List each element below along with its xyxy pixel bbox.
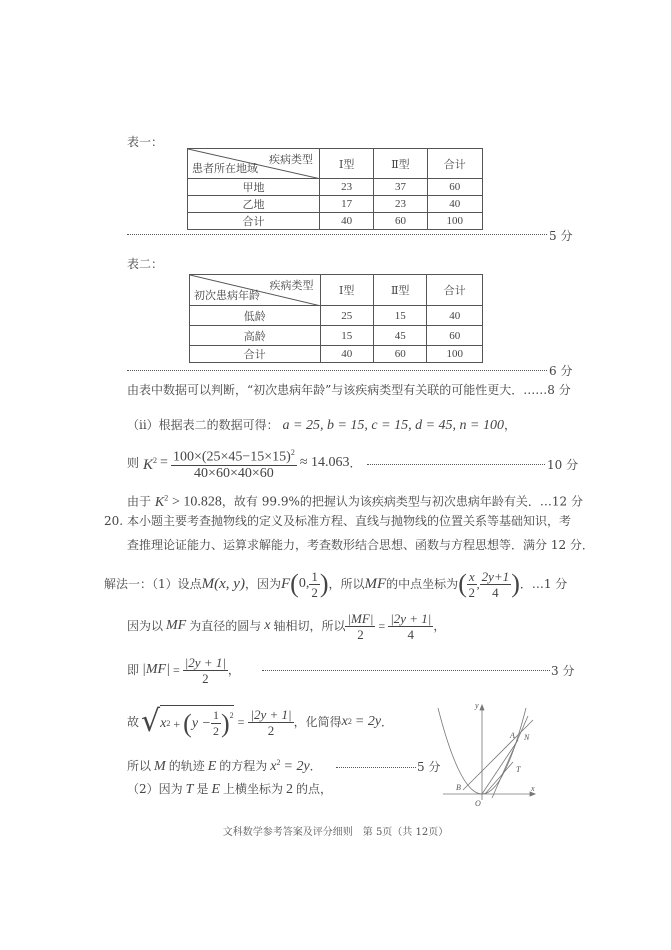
table-row: [188, 196, 483, 213]
k2-formula: 则 $K^2$ = $\frac{100\times(25\times 45-15\times 15)^2}{40\times 60\times 40\times 60}$ ≈ 14.063 ．: [127, 445, 362, 481]
header-disease-type: 疾病类型: [269, 154, 313, 166]
k2-result: ≈ 14.063: [299, 455, 350, 470]
k2-fraction: $\frac{100\times(25\times 45-15\times 15)^2}{40\times 60\times 40\times 60}$: [171, 445, 297, 481]
row-label: 高龄: [190, 326, 321, 346]
table-row: [190, 306, 483, 326]
tan-x: x: [264, 618, 271, 633]
chord-OT: [485, 762, 513, 794]
row-label: 合计: [188, 213, 320, 230]
gu-prefix: 故: [127, 715, 140, 729]
judgement-text: 由表中数据可以判断，“初次患病年龄”与该疾病类型有关联的可能性更大．: [127, 383, 524, 397]
tangent-line: 因为以 MF 为直径的圆与 x 轴相切，所以 $\frac{|MF|}{2}$ = $\frac{|2y + 1|}{4}$ ，: [127, 610, 446, 642]
p2-abscissa: 2: [286, 782, 294, 797]
sqrt-icon: √: [141, 704, 161, 739]
ji-MF: |MF|: [142, 662, 170, 677]
cell: 40: [320, 346, 373, 363]
solution-line1: 解法一：（1）设点 M(x, y) ，因为 F ( 0, $\frac{1}{2}$ ) ，所以 MF 的中点坐标为 ( $\frac{x}{2}$ , $\frac{2y+1}{4}$ ) ．…1 分: [104, 568, 568, 600]
mid-y-fraction: $\frac{2y+1}{4}$: [481, 568, 510, 600]
ii-line: [127, 417, 516, 434]
tan-text3: 轴相切，所以: [273, 619, 346, 633]
score-1: ．…1 分: [519, 577, 568, 591]
traj-eq-x: x: [270, 759, 277, 774]
tan-fraction-left: $\frac{|MF|}{2}$: [347, 610, 374, 642]
row-label: 乙地: [188, 196, 320, 213]
ji-line: 即 |MF| = $\frac{|2y + 1|}{2}$ ，: [127, 654, 240, 686]
gu-result-rhs: = 2y: [354, 714, 382, 729]
header-disease-type: 疾病类型: [269, 280, 314, 292]
row-label: 低龄: [190, 306, 321, 326]
label-x: x: [531, 784, 535, 793]
column-header: Ⅱ型: [374, 149, 427, 179]
sol-MF: MF: [364, 576, 387, 592]
since-text: ，故有 99.9%的把握认为该疾病类型与初次患病年龄有关．: [221, 494, 540, 509]
cell: 60: [427, 179, 482, 196]
score-5: 5 分: [549, 229, 573, 243]
sol-midpoint-text: 的中点坐标为: [386, 577, 459, 591]
column-header: Ⅱ型: [373, 275, 426, 306]
ji-end: ，: [227, 663, 240, 677]
q20-line2: 查推理论证能力、运算求解能力，考查数形结合思想、函数与方程思想等．满分 12 分．: [127, 538, 594, 552]
dotted-leader: [367, 464, 545, 465]
sqrt-body: x 2 + ( y − $\frac{1}{2}$ ) $^2$: [160, 705, 234, 739]
since-k2: $K^2$: [154, 493, 169, 510]
cell: 25: [320, 306, 373, 326]
cell: 40: [427, 196, 482, 213]
label-B: B: [456, 783, 461, 792]
k2-symbol: $K^2$: [143, 456, 158, 473]
table-age-disease: [189, 274, 483, 363]
sol-F: F: [280, 576, 291, 592]
sol-prefix: 解法一：（1）设点: [104, 577, 202, 591]
header-region: 患者所在地域: [192, 163, 258, 175]
tan-MF: MF: [166, 618, 187, 633]
since-threshold: > 10.828: [172, 494, 222, 510]
table2-diagonal-header: [190, 275, 321, 306]
q20-line1: 本小题主要考查抛物线的定义及标准方程、直线与抛物线的位置关系等基础知识，考: [127, 514, 572, 528]
table-row: [190, 326, 483, 346]
ii-values: a = 25, b = 15, c = 15, d = 45, n = 100: [282, 418, 504, 433]
score-6: 6 分: [549, 364, 573, 378]
table2-caption: 表二：: [127, 257, 164, 271]
table-row: [188, 179, 483, 196]
k2-end: ．: [349, 456, 362, 470]
part2-line: （2）因为 T 是 E 上横坐标为 2 的点，: [127, 782, 333, 797]
k2-numerator: 100×(25×45−15×15): [172, 449, 291, 465]
y-axis-arrow-icon: [480, 705, 484, 710]
score-8: ……8 分: [523, 383, 571, 397]
table-row: [190, 346, 483, 363]
tan-fraction-right: $\frac{|2y + 1|}{4}$: [390, 610, 432, 642]
mid-x-fraction: $\frac{x}{2}$: [468, 568, 475, 600]
cell: 60: [427, 326, 483, 346]
label-T: T: [516, 765, 521, 774]
dotted-leader: [127, 234, 547, 235]
score-10: 10 分: [547, 458, 579, 472]
gu-result-x: x: [341, 714, 348, 729]
cell: 23: [374, 196, 427, 213]
label-y: y: [475, 701, 479, 710]
column-header: 合计: [427, 149, 482, 179]
traj-eq-rhs: = 2y: [283, 759, 310, 774]
cell: 15: [320, 326, 373, 346]
label-O: O: [475, 799, 481, 808]
cell: 45: [373, 326, 426, 346]
k2-prefix: 则: [127, 456, 140, 470]
cell: 15: [373, 306, 426, 326]
judgement-line: [127, 382, 571, 398]
sol-because: ，因为: [244, 577, 281, 591]
page-footer: 文科数学参考答案及评分细则 第 5页（共 12页）: [222, 827, 449, 838]
cell: 37: [374, 179, 427, 196]
parabola-figure: [430, 690, 580, 810]
gu-rhs-fraction: $\frac{|2y + 1|}{2}$: [250, 706, 292, 738]
ji-fraction: $\frac{|2y + 1|}{2}$: [184, 654, 226, 686]
cell: 60: [374, 213, 427, 230]
q20-number: 20.: [104, 514, 124, 528]
sol-so: ，所以: [328, 577, 365, 591]
header-age: 初次患病年龄: [194, 290, 260, 302]
label-A: A: [510, 731, 515, 740]
sol-point-M: M(x, y): [201, 576, 245, 592]
cell: 100: [427, 213, 482, 230]
table1-diagonal-header: [188, 149, 320, 179]
traj-M: M: [154, 759, 166, 774]
table-region-disease: [187, 148, 483, 230]
score-12: …12 分: [539, 494, 583, 509]
cell: 23: [320, 179, 374, 196]
cell: 40: [320, 213, 374, 230]
tan-text1: 因为以: [127, 619, 164, 633]
row-label: 甲地: [188, 179, 320, 196]
cell: 100: [427, 346, 483, 363]
gu-line: 故 √ x 2 + ( y − $\frac{1}{2}$ ) $^2$ = $\frac{|2y + 1|}{2}$ ，化简得 x 2 = 2y ．: [127, 704, 394, 739]
trajectory-line: 所以 M 的轨迹 E 的方程为 $x^2 = 2y$．: [127, 758, 322, 774]
table-row: [188, 213, 483, 230]
ji-prefix: 即: [127, 663, 140, 677]
column-header: Ⅰ型: [320, 275, 373, 306]
table1-caption: 表一：: [127, 135, 164, 149]
tan-text2: 为直径的圆与: [189, 619, 262, 633]
ii-end: ，: [503, 418, 516, 432]
column-header: 合计: [427, 275, 483, 306]
since-line: [127, 490, 583, 511]
row-label: 合计: [190, 346, 321, 363]
p2-E: E: [211, 782, 221, 797]
dotted-leader: [336, 767, 416, 768]
dotted-leader: [127, 370, 547, 371]
dotted-leader: [262, 670, 550, 671]
p2-T: T: [185, 782, 194, 797]
since-prefix: 由于: [127, 494, 152, 509]
tangent-line: [492, 716, 528, 798]
chord-OA: [482, 740, 518, 794]
column-header: Ⅰ型: [320, 149, 374, 179]
traj-E: E: [207, 759, 217, 774]
tan-end: ，: [433, 619, 446, 633]
cell: 40: [427, 306, 483, 326]
cell: 17: [320, 196, 374, 213]
ii-prefix: （ii）根据表二的数据可得：: [127, 418, 279, 432]
score-5b: 5 分: [417, 760, 441, 774]
score-3: 3 分: [551, 664, 575, 678]
cell: 60: [373, 346, 426, 363]
half-fraction: $\frac{1}{2}$: [311, 568, 318, 600]
gu-text: ，化简得: [293, 715, 342, 729]
sol-F-x: 0,: [298, 576, 310, 591]
k2-denominator: 40×60×40×60: [194, 465, 274, 481]
label-N: N: [524, 733, 530, 742]
